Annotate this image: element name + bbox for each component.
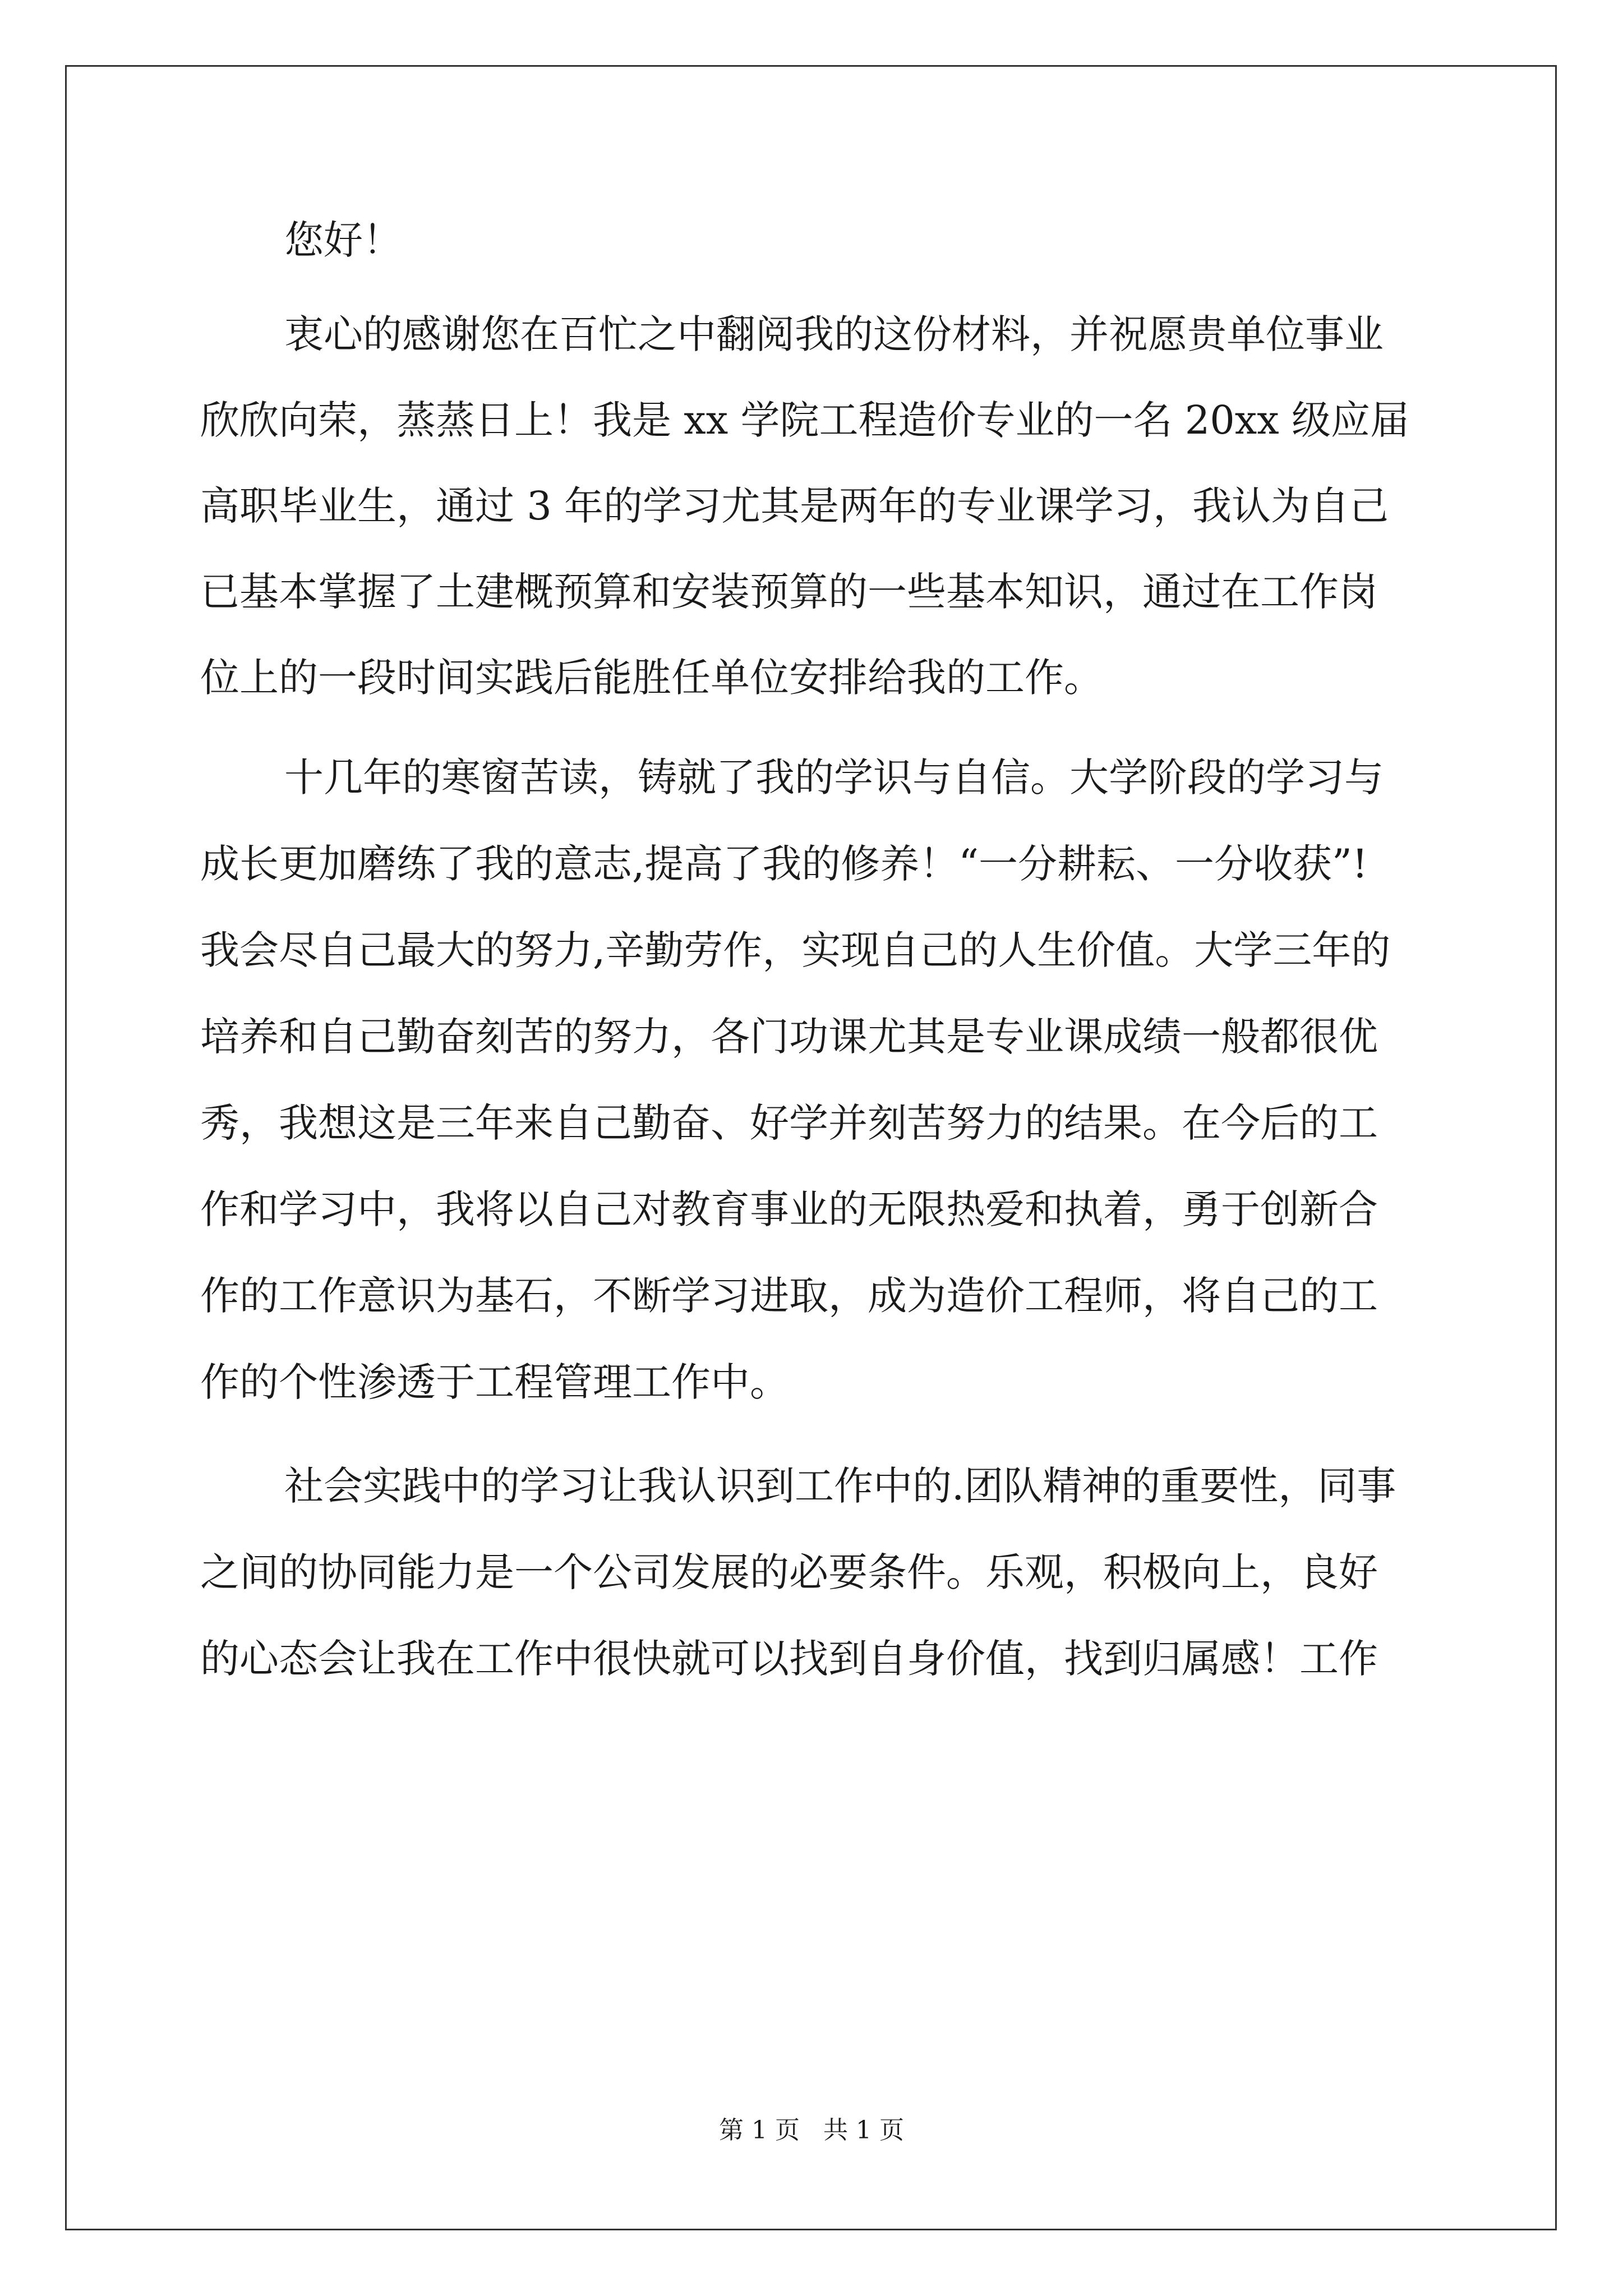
paragraph-line: 我会尽自己最大的努力,辛勤劳作，实现自己的人生价值。大学三年的	[200, 927, 1391, 973]
paragraph-line: 社会实践中的学习让我认识到工作中的.团队精神的重要性，同事	[284, 1463, 1396, 1509]
paragraph-line: 作的工作意识为基石，不断学习进取，成为造价工程师，将自己的工	[200, 1273, 1378, 1319]
paragraph-line: 欣欣向荣，蒸蒸日上！我是 xx 学院工程造价专业的一名 20xx 级应届	[200, 397, 1409, 443]
paragraph-line: 之间的协同能力是一个公司发展的必要条件。乐观，积极向上，良好	[200, 1549, 1378, 1595]
paragraph-line: 成长更加磨练了我的意志,提高了我的修养！“一分耕耘、一分收获”!	[200, 841, 1368, 887]
paragraph-line: 衷心的感谢您在百忙之中翻阅我的这份材料，并祝愿贵单位事业	[284, 311, 1384, 357]
paragraph-line: 培养和自己勤奋刻苦的努力，各门功课尤其是专业课成绩一般都很优	[200, 1014, 1378, 1060]
paragraph-line: 位上的一段时间实践后能胜任单位安排给我的工作。	[200, 655, 1103, 701]
greeting-line: 您好！	[284, 217, 402, 263]
page-footer: 第 1 页 共 1 页	[719, 2116, 904, 2145]
paragraph-line: 作和学习中，我将以自己对教育事业的无限热爱和执着，勇于创新合	[200, 1186, 1378, 1232]
paragraph-line: 作的个性渗透于工程管理工作中。	[200, 1359, 789, 1405]
paragraph-line: 已基本掌握了土建概预算和安装预算的一些基本知识，通过在工作岗	[200, 569, 1378, 615]
paragraph-line: 十几年的寒窗苦读，铸就了我的学识与自信。大学阶段的学习与	[284, 754, 1384, 800]
paragraph-line: 高职毕业生，通过 3 年的学习尤其是两年的专业课学习，我认为自己	[200, 483, 1389, 529]
paragraph-line: 的心态会让我在工作中很快就可以找到自身价值，找到归属感！工作	[200, 1636, 1378, 1682]
paragraph-line: 秀，我想这是三年来自己勤奋、好学并刻苦努力的结果。在今后的工	[200, 1100, 1378, 1146]
